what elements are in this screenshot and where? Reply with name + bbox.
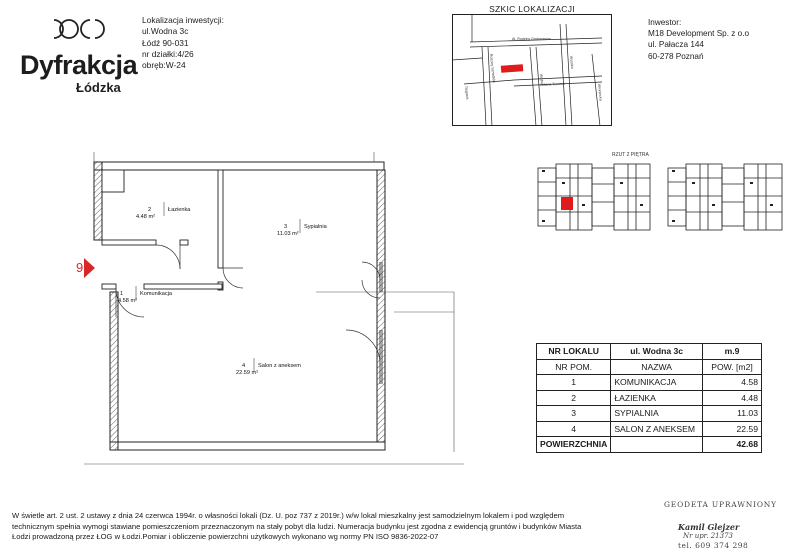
column-header: NR POM. xyxy=(537,359,611,375)
room-no-cell: 4 xyxy=(537,421,611,437)
map-title: SZKIC LOKALIZACJI xyxy=(489,4,575,14)
stamp-title: GEODETA UPRAWNIONY xyxy=(664,500,777,509)
room-no-cell: 1 xyxy=(537,375,611,391)
table-row xyxy=(537,375,762,391)
location-info-line: nr działki:4/26 xyxy=(142,48,194,59)
room-label-corridor: Komunikacja xyxy=(140,291,173,297)
room-area-cell: 4.58 xyxy=(703,375,762,391)
apartment-floor-plan xyxy=(84,152,464,478)
map-street-label: Wodna xyxy=(539,73,545,86)
room-no-living: 4 xyxy=(242,363,246,369)
location-info xyxy=(142,15,224,71)
room-label-bathroom: Łazienka xyxy=(168,207,191,213)
stamp-phone: tel. 609 374 298 xyxy=(678,541,749,550)
room-area-cell: 4.48 xyxy=(703,390,762,406)
room-name-cell: SYPIALNIA xyxy=(611,406,703,422)
nr-lokalu-label: NR LOKALU xyxy=(537,344,611,360)
map-street-label: Targowa xyxy=(464,85,470,100)
room-area-corridor: 4.58 m² xyxy=(118,298,137,304)
entrance-arrow-icon xyxy=(84,258,96,278)
legal-note-line: W świetle art. 2 ust. 2 ustawy z dnia 24 czerwca 1994r. o własności lokali (Dz. U. poz 737 z 2019r.) w/w lokal mieszkalny jest samodzielnym lokalem i pod względem xyxy=(12,511,565,520)
table-header-row xyxy=(537,344,762,360)
room-area-cell: 22.59 xyxy=(703,421,762,437)
room-name-cell: SALON Z ANEKSEM xyxy=(611,421,703,437)
table-total-row xyxy=(537,437,762,453)
legal-note-line: technicznym spełnia wymogi stawiane pomieszczeniom przeznaczonym na stały pobyt dla ludzi. Numeracja budynku jest zgodna z ewidencją gruntów i budynków Miasta xyxy=(12,521,582,531)
room-area-living: 22.59 m² xyxy=(236,370,259,376)
map-street-label: Wroniecka xyxy=(597,83,603,101)
total-label: POWIERZCHNIA xyxy=(537,437,611,453)
investor-info xyxy=(648,17,749,62)
column-header: POW. [m2] xyxy=(703,359,762,375)
brand-name: Dyfrakcja xyxy=(20,50,138,80)
room-no-corridor: 1 xyxy=(120,291,124,297)
stamp-surveyor-name: Kamil Glejzer xyxy=(678,522,740,532)
floor-key-plan xyxy=(534,160,790,234)
table-row xyxy=(537,421,762,437)
legal-note-line: Łodzi prowadzoną przez ŁOG w Łodzi.Pomiar i obliczenie powierzchni użytkowych wykonano wg normy PN ISO 9836-2022-07 xyxy=(12,532,439,541)
unit-number-marker: 9 xyxy=(76,260,84,275)
room-name-cell: KOMUNIKACJA xyxy=(611,375,703,391)
map-street-label: Juliana Tuwima xyxy=(539,81,565,87)
rooms-table xyxy=(536,343,762,453)
location-info-line: obręb:W-24 xyxy=(142,60,186,71)
room-no-cell: 3 xyxy=(537,406,611,422)
location-info-line: Łódź 90-031 xyxy=(142,37,189,48)
location-map xyxy=(452,14,612,126)
map-street-label: Al. Rodziny Grohmanów xyxy=(512,37,551,41)
room-label-living: Salon z aneksem xyxy=(258,363,301,369)
room-name-cell: ŁAZIENKA xyxy=(611,390,703,406)
table-row xyxy=(537,406,762,422)
total-value: 42.68 xyxy=(703,437,762,453)
table-row xyxy=(537,390,762,406)
room-no-cell: 2 xyxy=(537,390,611,406)
room-area-bedroom: 11.03 m² xyxy=(277,231,299,237)
room-label-bedroom: Sypialnia xyxy=(304,224,327,230)
investor-line: ul. Pałacza 144 xyxy=(648,40,704,50)
map-street-label: Rozzwy Szmidtów xyxy=(489,53,497,84)
unit-address: ul. Wodna 3c xyxy=(611,344,703,360)
floor-key-title: RZUT 2 PIĘTRA xyxy=(612,152,649,158)
total-spacer xyxy=(611,437,703,453)
table-column-row xyxy=(537,359,762,375)
room-area-cell: 11.03 xyxy=(703,406,762,422)
brand-subtitle: Łódzka xyxy=(76,80,121,95)
investor-line: 60-278 Poznań xyxy=(648,51,704,61)
brand-logo-mark xyxy=(48,16,106,42)
unit-number: m.9 xyxy=(703,344,762,360)
location-info-line: Lokalizacja inwestycji: xyxy=(142,15,224,25)
investor-line: Inwestor: xyxy=(648,18,682,27)
column-header: NAZWA xyxy=(611,359,703,375)
investor-line: M18 Development Sp. z o.o xyxy=(648,29,750,39)
room-no-bedroom: 3 xyxy=(284,224,288,230)
room-no-bathroom: 2 xyxy=(148,207,152,213)
room-area-bathroom: 4.48 m² xyxy=(136,214,155,220)
legal-note xyxy=(12,511,652,543)
map-street-label: Wysoka xyxy=(569,55,575,69)
location-info-line: ul.Wodna 3c xyxy=(142,26,189,37)
stamp-license: Nr upr. 21373 xyxy=(683,532,733,540)
